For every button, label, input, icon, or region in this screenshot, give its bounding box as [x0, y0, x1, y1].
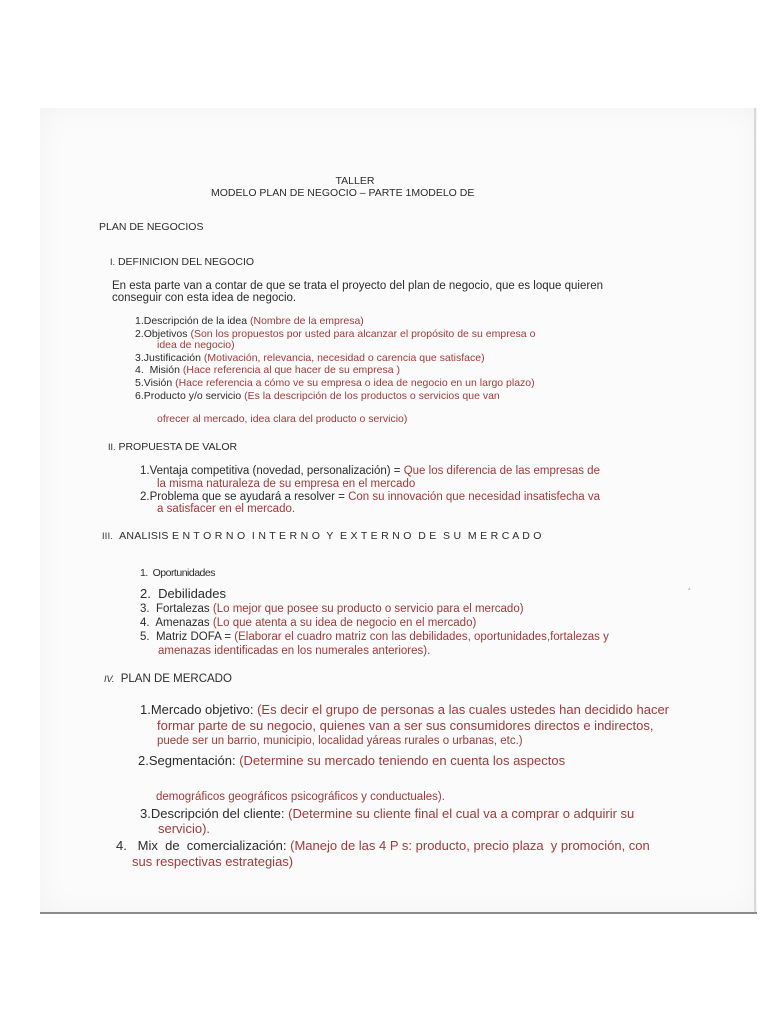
- item-desc: (Nombre de la empresa): [250, 315, 364, 327]
- list-item: [135, 377, 535, 389]
- item-label: 5. Matriz DOFA =: [140, 631, 232, 643]
- item-label: 2.Objetivos: [135, 328, 188, 340]
- item-desc: (Hace referencia al que hacer de su empresa ): [182, 364, 400, 376]
- section-2-title: PROPUESTA DE VALOR: [118, 441, 238, 453]
- sheet-edge-right: [754, 108, 756, 914]
- doc-heading: PLAN DE NEGOCIOS: [99, 221, 204, 233]
- list-item: [140, 491, 600, 503]
- item-label: 4. Mix de comercialización:: [116, 838, 287, 853]
- section-1-heading: [110, 256, 254, 268]
- item-desc: (Son los propuestos por usted para alcanzar el propósito de su empresa o: [190, 328, 536, 340]
- doc-title: TALLER: [335, 175, 375, 187]
- list-item: [135, 364, 400, 376]
- section-2-heading: [108, 441, 237, 453]
- section-4-heading: [104, 673, 232, 685]
- item-desc-cont: sus respectivas estrategias): [132, 854, 294, 869]
- margin-mark: ‘: [688, 586, 691, 598]
- item-desc-cont: demográficos geográficos psicográficos y conductuales).: [156, 791, 445, 803]
- section-3-title: ANALISIS E N T O R N O I N T E R N O Y E X T E R N O D E S U M E R C A D O: [119, 530, 542, 542]
- item-desc-cont: amenazas identificadas en los numerales anteriores).: [158, 645, 431, 657]
- section-1-title: DEFINICION DEL NEGOCIO: [117, 256, 255, 268]
- list-item: [140, 603, 524, 615]
- item-desc: Que los diferencia de las empresas de: [403, 465, 600, 477]
- item-label: 1. Oportunidades: [140, 567, 215, 579]
- item-desc-cont: puede ser un barrio, municipio, localidad yáreas rurales o urbanas, etc.): [157, 735, 523, 747]
- item-desc: (Manejo de las 4 P s: producto, precio plaza y promoción, con: [290, 838, 650, 853]
- item-desc: (Lo que atenta a su idea de negocio en el mercado): [212, 617, 477, 629]
- section-1-intro-line1: En esta parte van a contar de que se trata el proyecto del plan de negocio, que es loque quieren: [112, 280, 604, 292]
- list-item: [140, 702, 669, 717]
- list-item: [140, 806, 634, 821]
- section-3-heading: [102, 530, 542, 542]
- item-desc: (Es la descripción de los productos o servicios que van: [244, 390, 500, 402]
- item-desc: (Motivación, relevancia, necesidad o carencia que satisface): [203, 352, 485, 364]
- item-label: 3. Fortalezas: [140, 603, 210, 615]
- item-desc-cont: ofrecer al mercado, idea clara del producto o servicio): [157, 413, 408, 425]
- item-label: 2.Segmentación:: [138, 753, 236, 768]
- item-desc-cont: a satisfacer en el mercado.: [157, 503, 296, 515]
- list-item: [140, 586, 226, 601]
- item-label: 1.Mercado objetivo:: [140, 702, 254, 717]
- section-1-intro-line2: conseguir con esta idea de negocio.: [112, 292, 297, 304]
- list-item: [138, 753, 565, 768]
- item-label: 3.Descripción del cliente:: [140, 806, 285, 821]
- item-label: 1.Ventaja competitiva (novedad, personalización) =: [140, 465, 401, 477]
- list-item: [140, 631, 609, 643]
- item-desc: (Determine su mercado teniendo en cuenta los aspectos: [239, 753, 566, 768]
- item-desc: (Es decir el grupo de personas a las cuales ustedes han decidido hacer: [257, 702, 669, 717]
- list-item: [135, 390, 500, 402]
- section-2-numeral: II.: [108, 442, 116, 452]
- item-label: 5.Visión: [135, 377, 173, 389]
- list-item: [135, 352, 485, 364]
- list-item: [116, 838, 650, 853]
- item-desc: (Determine su cliente final el cual va a comprar o adquirir su: [288, 806, 635, 821]
- item-desc-cont: servicio).: [158, 821, 211, 836]
- item-desc: (Hace referencia a cómo ve su empresa o idea de negocio en un largo plazo): [175, 377, 535, 389]
- section-4-title: PLAN DE MERCADO: [120, 673, 232, 685]
- list-item: [140, 617, 476, 629]
- list-item: [140, 465, 600, 477]
- section-1-numeral: I.: [110, 257, 116, 267]
- section-4-numeral: IV.: [104, 674, 115, 684]
- item-desc-cont: formar parte de su negocio, quienes van a ser sus consumidores directos e indirectos,: [157, 718, 654, 733]
- item-desc-cont: la misma naturaleza de su empresa en el mercado: [157, 478, 416, 490]
- item-desc: (Lo mejor que posee su producto o servicio para el mercado): [212, 603, 524, 615]
- list-item: [140, 567, 215, 579]
- item-desc: (Elaborar el cuadro matriz con las debilidades, oportunidades,fortalezas y: [234, 631, 609, 643]
- list-item: [135, 315, 364, 327]
- item-label: 6.Producto y/o servicio: [135, 390, 242, 402]
- section-3-numeral: III.: [102, 531, 114, 541]
- item-label: 2. Debilidades: [140, 586, 226, 601]
- doc-subtitle: MODELO PLAN DE NEGOCIO – PARTE 1MODELO DE: [211, 187, 475, 199]
- item-desc-cont: idea de negocio): [157, 339, 235, 351]
- sheet-edge-bottom: [40, 912, 757, 914]
- item-label: 4. Misión: [135, 364, 180, 376]
- item-label: 1.Descripción de la idea: [135, 315, 248, 327]
- item-desc: Con su innovación que necesidad insatisfecha va: [348, 491, 600, 503]
- item-label: 4. Amenazas: [140, 617, 210, 629]
- item-label: 3.Justificación: [135, 352, 201, 364]
- item-label: 2.Problema que se ayudará a resolver =: [140, 491, 345, 503]
